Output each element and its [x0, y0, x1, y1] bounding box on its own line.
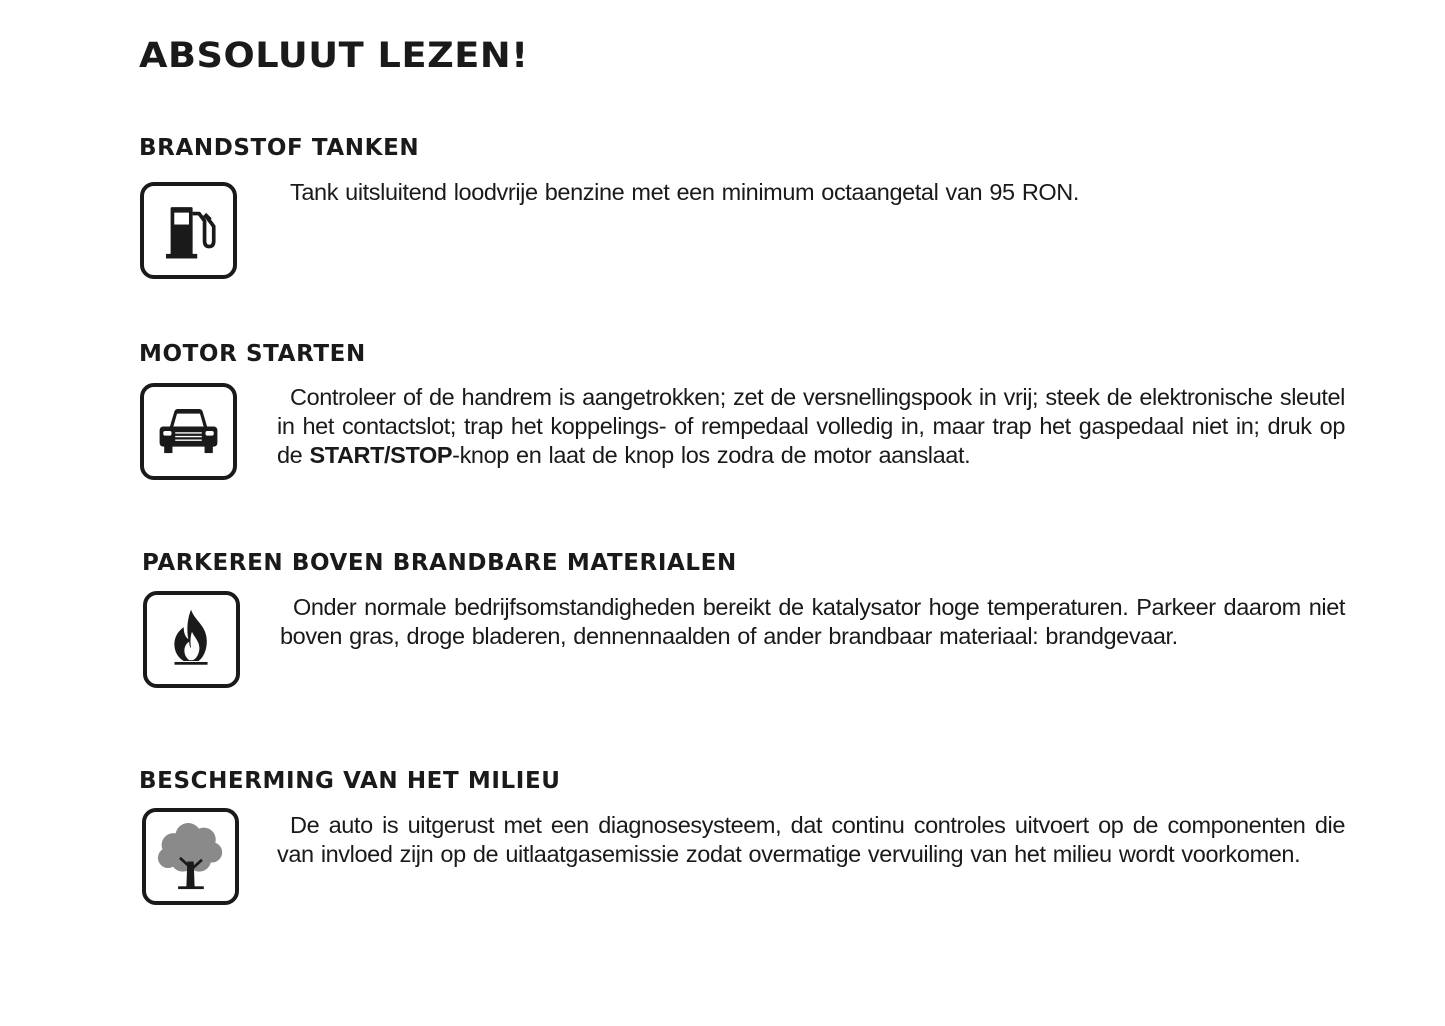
parking-text: Onder normale bedrijfsomstandigheden bereikt de katalysator hoge temperaturen. Parkeer daarom niet boven gras, droge bladeren, dennennaalden of ander brandbaar materiaal: brandgevaar.	[280, 594, 1345, 649]
start-stop-label: START/STOP	[309, 442, 453, 468]
section-heading-engine: MOTOR STARTEN	[139, 341, 366, 367]
section-text-parking	[280, 593, 1345, 651]
section-heading-environment: BESCHERMING VAN HET MILIEU	[139, 768, 561, 794]
section-heading-parking: PARKEREN BOVEN BRANDBARE MATERIALEN	[142, 550, 737, 576]
page-title: ABSOLUUT LEZEN!	[139, 36, 529, 76]
section-text-engine	[277, 383, 1345, 470]
section-heading-fuel: BRANDSTOF TANKEN	[139, 135, 420, 161]
environment-text: De auto is uitgerust met een diagnosesysteem, dat continu controles uitvoert op de componenten die van invloed zijn op de uitlaatgasemissie zodat overmatige vervuiling van het milieu wordt voorkomen.	[277, 812, 1345, 867]
engine-text-after: -knop en laat de knop los zodra de motor aanslaat.	[452, 442, 971, 468]
section-text-fuel: Tank uitsluitend loodvrije benzine met een minimum octaangetal van 95 RON.	[290, 179, 1079, 205]
flame-icon	[143, 591, 240, 688]
engine-text-before: Controleer of de handrem is aangetrokken; zet de versnellingspook in vrij; steek de elektronische sleutel in het contactslot; trap het koppelings- of rempedaal volledig in, maar trap het gaspedaal niet in; druk op de	[277, 384, 1345, 468]
car-front-icon	[140, 383, 237, 480]
tree-icon	[142, 808, 239, 905]
fuel-pump-icon	[140, 182, 237, 279]
section-text-environment	[277, 811, 1345, 869]
